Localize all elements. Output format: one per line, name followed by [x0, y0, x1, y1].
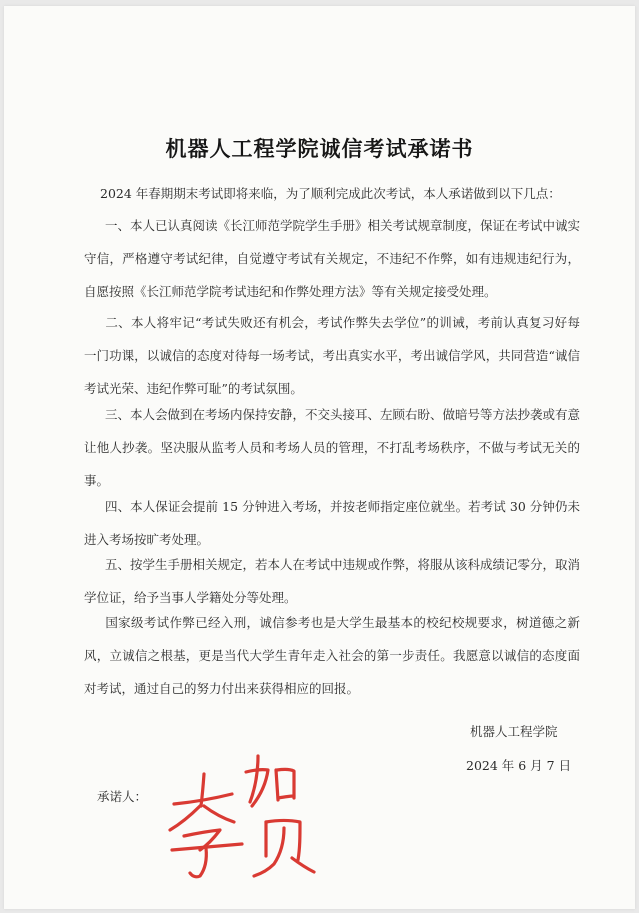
- document-page: [4, 6, 635, 909]
- pledge-paragraph-1: 一、本人已认真阅读《长江师范学院学生手册》相关考试规章制度，保证在考试中诚实守信，严格遵守考试纪律，自觉遵守考试有关规定，不违纪不作弊，如有违规违纪行为，自愿按照《长江师范学院考试违纪和作弊处理方法》等有关规定接受处理。: [84, 218, 581, 299]
- document-date: 2024 年 6 月 7 日: [466, 758, 572, 773]
- pledge-paragraph-5: 五、按学生手册相关规定，若本人在考试中违规或作弊，将服从该科成绩记零分，取消学位证，给予当事人学籍处分等处理。: [84, 557, 581, 605]
- document-title: 机器人工程学院诚信考试承诺书: [165, 137, 474, 161]
- pledge-paragraph-2: 二、本人将牢记“考试失败还有机会，考试作弊失去学位”的训诫，考前认真复习好每一门功课，以诚信的态度对待每一场考试，考出真实水平，考出诚信学风，共同营造“诚信考试光荣、违纪作弊可耻”的考试氛围。: [84, 315, 580, 396]
- closing-paragraph: 国家级考试作弊已经入刑，诚信参考也是大学生最基本的校纪校规要求，树道德之新风，立诚信之根基，更是当代大学生青年走入社会的第一步责任。我愿意以诚信的态度面对考试，通过自己的努力付出来获得相应的回报。: [84, 615, 580, 696]
- pledge-paragraph-4: 四、本人保证会提前 15 分钟进入考场，并按老师指定座位就坐。若考试 30 分钟仍未进入考场按旷考处理。: [84, 499, 580, 547]
- intro-line: 2024 年春期期末考试即将来临，为了顺利完成此次考试，本人承诺做到以下几点：: [100, 186, 561, 201]
- signer-label: 承诺人：: [97, 789, 148, 804]
- pledge-paragraph-3: 三、本人会做到在考场内保持安静，不交头接耳、左顾右盼、做暗号等方法抄袭或有意让他人抄袭。坚决服从监考人员和考场人员的管理，不打乱考场秩序，不做与考试无关的事。: [84, 407, 581, 488]
- handwritten-signature: [154, 736, 334, 886]
- issuing-organization: 机器人工程学院: [470, 724, 558, 739]
